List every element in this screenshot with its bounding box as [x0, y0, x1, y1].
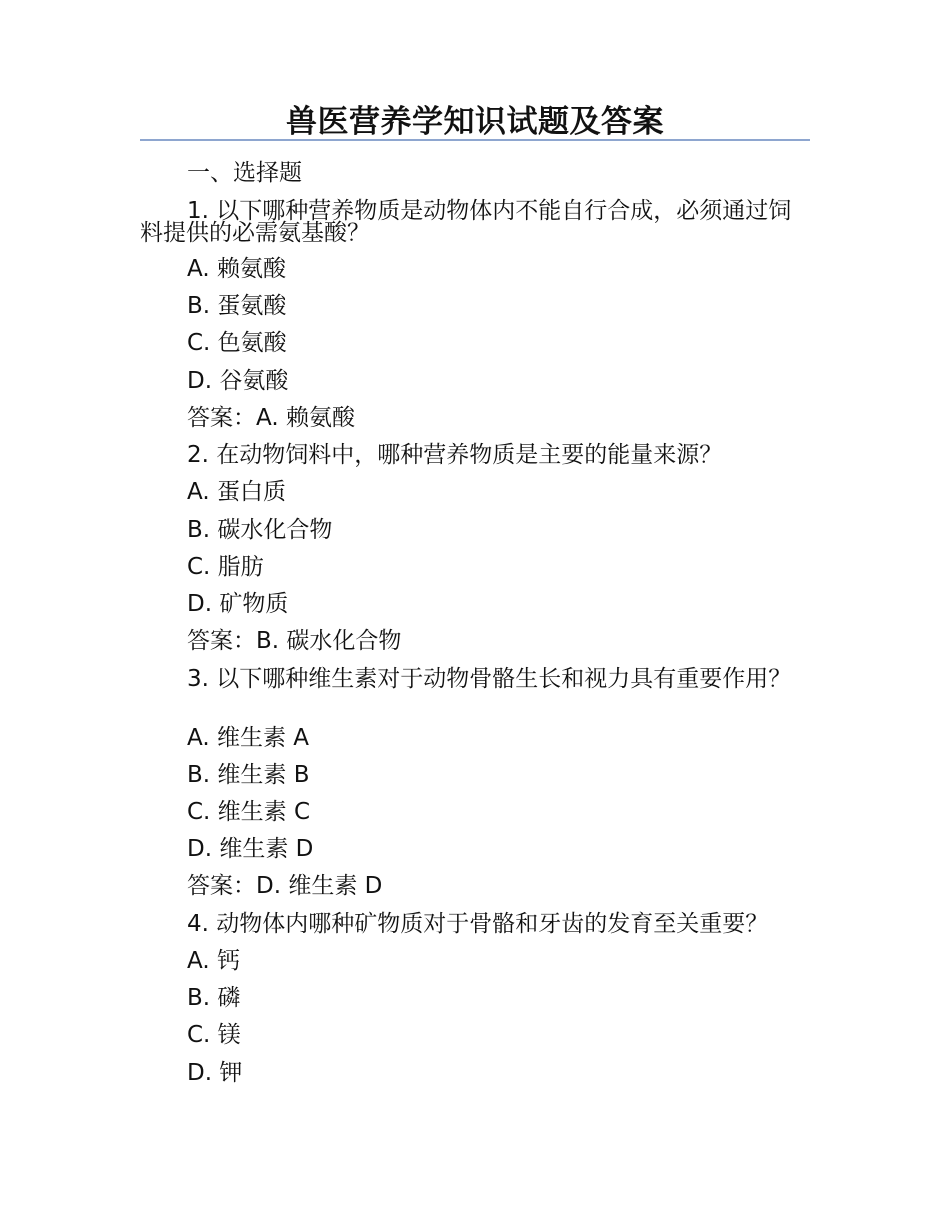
question-1-option-b: B. 蛋氨酸: [187, 293, 287, 319]
question-3-option-c: C. 维生素 C: [187, 799, 311, 825]
question-2-text: 2. 在动物饲料中，哪种营养物质是主要的能量来源？: [187, 442, 723, 468]
question-2-option-a: A. 蛋白质: [187, 479, 286, 505]
question-1-option-a: A. 赖氨酸: [187, 256, 286, 282]
question-4-text: 4. 动物体内哪种矿物质对于骨骼和牙齿的发育至关重要？: [187, 911, 769, 937]
question-3-option-d: D. 维生素 D: [187, 836, 314, 862]
question-3-option-a: A. 维生素 A: [187, 725, 309, 751]
question-1-text: 1. 以下哪种营养物质是动物体内不能自行合成，必须通过饲料提供的必需氨基酸？: [140, 198, 792, 246]
question-3-text: 3. 以下哪种维生素对于动物骨骼生长和视力具有重要作用？: [187, 666, 792, 692]
question-4-option-c: C. 镁: [187, 1022, 241, 1048]
question-2-answer: 答案：B. 碳水化合物: [187, 628, 402, 654]
question-1-answer: 答案：A. 赖氨酸: [187, 405, 355, 431]
title-underline: [140, 139, 810, 141]
question-2-option-c: C. 脂肪: [187, 554, 264, 580]
section-heading: 一、选择题: [187, 160, 302, 186]
question-1-option-d: D. 谷氨酸: [187, 368, 289, 394]
document-title: 兽医营养学知识试题及答案: [286, 104, 664, 140]
question-1-option-c: C. 色氨酸: [187, 330, 287, 356]
document-page: [140, 0, 810, 1230]
question-4-option-b: B. 磷: [187, 985, 241, 1011]
question-3-option-b: B. 维生素 B: [187, 762, 310, 788]
question-4-option-d: D. 钾: [187, 1060, 243, 1086]
question-2-option-b: B. 碳水化合物: [187, 517, 333, 543]
question-2-option-d: D. 矿物质: [187, 591, 289, 617]
question-3-answer: 答案：D. 维生素 D: [187, 873, 383, 899]
question-4-option-a: A. 钙: [187, 948, 240, 974]
